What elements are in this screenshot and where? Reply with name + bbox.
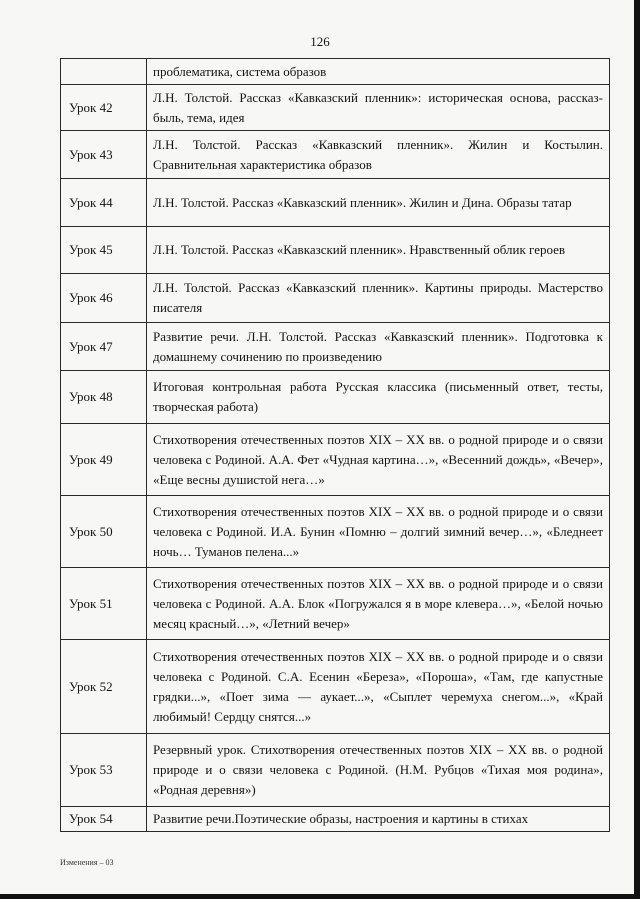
lesson-topic: Развитие речи. Л.Н. Толстой. Рассказ «Кавказский пленник». Подготовка к домашнему сочинению по произведению bbox=[147, 323, 610, 371]
table-row bbox=[61, 424, 610, 496]
table-row bbox=[61, 85, 610, 131]
lesson-number: Урок 50 bbox=[61, 496, 147, 568]
lesson-number: Урок 44 bbox=[61, 179, 147, 227]
table-row bbox=[61, 227, 610, 274]
lesson-number: Урок 45 bbox=[61, 227, 147, 274]
lesson-topic: Резервный урок. Стихотворения отечественных поэтов XIX – XX вв. о родной природе и о связи человека с Родиной. (Н.М. Рубцов «Тихая моя родина», «Родная деревня») bbox=[147, 734, 610, 807]
lesson-number: Урок 49 bbox=[61, 424, 147, 496]
lesson-number: Урок 46 bbox=[61, 274, 147, 323]
lesson-topic: Л.Н. Толстой. Рассказ «Кавказский пленник». Картины природы. Мастерство писателя bbox=[147, 274, 610, 323]
lesson-topic: Стихотворения отечественных поэтов XIX – XX вв. о родной природе и о связи человека с Родиной. И.А. Бунин «Помню – долгий зимний вечер…», «Бледнеет ночь… Туманов пелена...» bbox=[147, 496, 610, 568]
table-row bbox=[61, 131, 610, 179]
lesson-number: Урок 43 bbox=[61, 131, 147, 179]
lesson-topic: Л.Н. Толстой. Рассказ «Кавказский пленник». Жилин и Костылин. Сравнительная характеристика образов bbox=[147, 131, 610, 179]
lesson-number: Урок 47 bbox=[61, 323, 147, 371]
revision-note: Изменения – 03 bbox=[60, 858, 114, 867]
table-row bbox=[61, 179, 610, 227]
lesson-topic: Стихотворения отечественных поэтов XIX – XX вв. о родной природе и о связи человека с Родиной. С.А. Есенин «Береза», «Пороша», «Там, где капустные грядки...», «Поет зима — аукает...», «Сыплет черемуха снегом...», «Край любимый! Сердцу снятся...» bbox=[147, 640, 610, 734]
table-row bbox=[61, 59, 610, 85]
lesson-number: Урок 54 bbox=[61, 807, 147, 832]
table-row bbox=[61, 274, 610, 323]
table-row bbox=[61, 568, 610, 640]
lesson-topic: Итоговая контрольная работа Русская классика (письменный ответ, тесты, творческая работа) bbox=[147, 371, 610, 424]
lesson-topic: Л.Н. Толстой. Рассказ «Кавказский пленник». Нравственный облик героев bbox=[147, 227, 610, 274]
lesson-number: Урок 53 bbox=[61, 734, 147, 807]
table-row bbox=[61, 640, 610, 734]
lesson-plan-table bbox=[60, 58, 610, 832]
lesson-number bbox=[61, 59, 147, 85]
table-row bbox=[61, 807, 610, 832]
table-row bbox=[61, 734, 610, 807]
table-row bbox=[61, 323, 610, 371]
lesson-number: Урок 51 bbox=[61, 568, 147, 640]
lesson-topic: Стихотворения отечественных поэтов XIX – XX вв. о родной природе и о связи человека с Родиной. А.А. Блок «Погружался я в море клевера…», «Белой ночью месяц красный…», «Летний вечер» bbox=[147, 568, 610, 640]
table-row bbox=[61, 496, 610, 568]
lesson-number: Урок 52 bbox=[61, 640, 147, 734]
table-row bbox=[61, 371, 610, 424]
lesson-topic: Л.Н. Толстой. Рассказ «Кавказский пленник». Жилин и Дина. Образы татар bbox=[147, 179, 610, 227]
page-number: 126 bbox=[310, 34, 330, 49]
lesson-topic: Стихотворения отечественных поэтов XIX – XX вв. о родной природе и о связи человека с Родиной. А.А. Фет «Чудная картина…», «Весенний дождь», «Вечер», «Еще весны душистой нега…» bbox=[147, 424, 610, 496]
lesson-topic: проблематика, система образов bbox=[147, 59, 610, 85]
lesson-number: Урок 48 bbox=[61, 371, 147, 424]
lesson-topic: Развитие речи.Поэтические образы, настроения и картины в стихах bbox=[147, 807, 610, 832]
lesson-topic: Л.Н. Толстой. Рассказ «Кавказский пленник»: историческая основа, рассказ-быль, тема, идея bbox=[147, 85, 610, 131]
lesson-number: Урок 42 bbox=[61, 85, 147, 131]
scan-border-right bbox=[634, 0, 640, 899]
scan-border-bottom bbox=[0, 894, 640, 899]
